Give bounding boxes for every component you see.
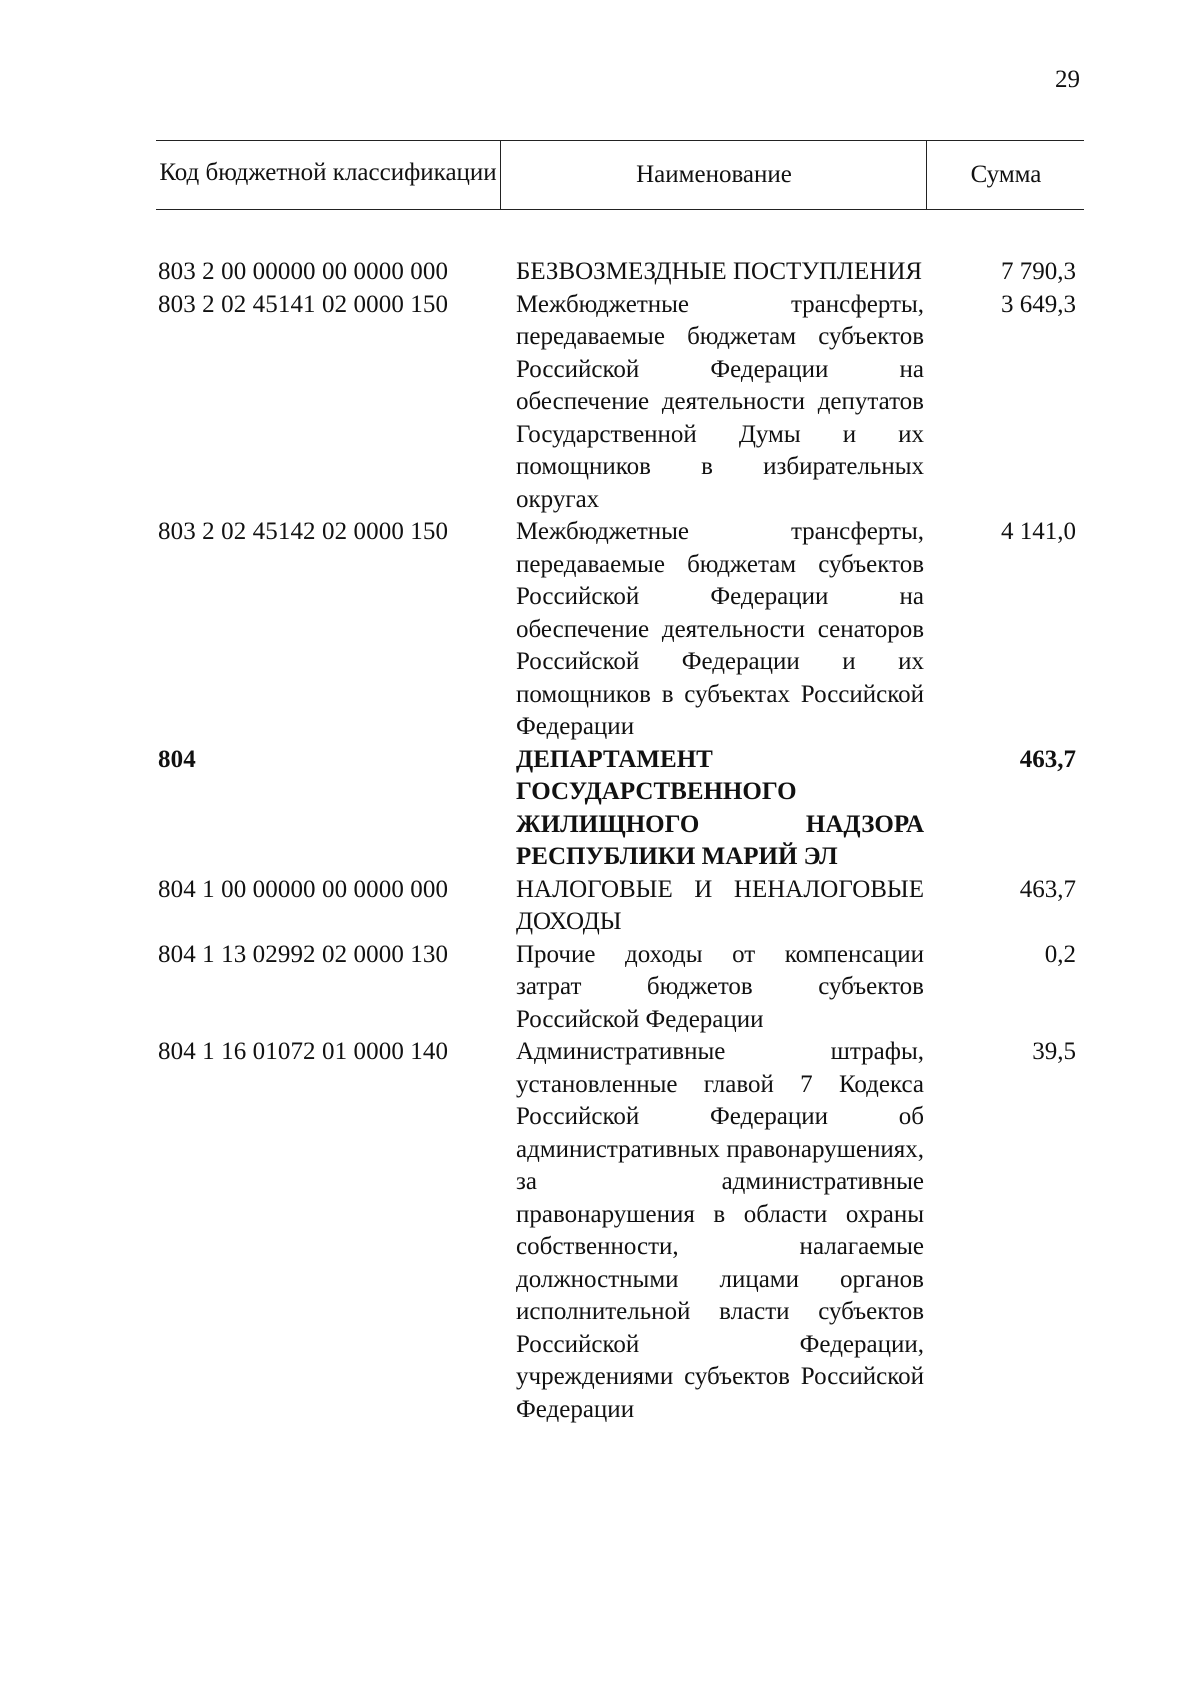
table-row (156, 256, 1084, 289)
row-name: Административные штрафы, установленные главой 7 Кодекса Российской Федерации об административных правонарушениях, за административные правонарушения в области охраны собственности, налагаемые должностными лицами органов исполнительной власти субъектов Российской Федерации, учреждениями субъектов Российской Федерации (516, 1038, 924, 1423)
header-name-label: Наименование (636, 161, 792, 188)
header-sum-column (926, 141, 1085, 209)
row-name: Межбюджетные трансферты, передаваемые бюджетам субъектов Российской Федерации на обеспечение деятельности сенаторов Российской Федерации и их помощников в субъектах Российской Федерации (516, 518, 924, 740)
header-name-column (500, 141, 927, 209)
row-sum: 4 141,0 (1001, 518, 1076, 545)
header-code-label: Код бюджетной классификации (159, 159, 497, 186)
row-name: Межбюджетные трансферты, передаваемые бюджетам субъектов Российской Федерации на обеспечение деятельности депутатов Государственной Думы и их помощников в избирательных округах (516, 290, 924, 513)
row-code: 803 2 02 45141 02 0000 150 (158, 290, 449, 318)
table-row (156, 939, 1084, 1037)
table-body (156, 256, 1084, 1426)
row-code: 804 1 16 01072 01 0000 140 (158, 1038, 449, 1065)
row-name: БЕЗВОЗМЕЗДНЫЕ ПОСТУПЛЕНИЯ (516, 258, 923, 285)
row-code: 803 2 02 45142 02 0000 150 (158, 518, 449, 545)
row-sum: 39,5 (1032, 1038, 1076, 1065)
row-code: 803 2 00 00000 00 0000 000 (158, 258, 449, 285)
row-code: 804 1 00 00000 00 0000 000 (158, 875, 449, 903)
row-code: 804 (158, 745, 196, 773)
row-sum: 463,7 (1019, 745, 1076, 773)
header-code-column (156, 141, 500, 209)
table-row (156, 874, 1084, 939)
table-row (156, 516, 1084, 744)
row-name: Прочие доходы от компенсации затрат бюджетов субъектов Российской Федерации (516, 940, 924, 1033)
row-name: НАЛОГОВЫЕ И НЕНАЛОГОВЫЕ ДОХОДЫ (516, 875, 924, 935)
table-row (156, 744, 1084, 874)
row-sum: 3 649,3 (1001, 290, 1076, 318)
page-number: 29 (1055, 66, 1080, 93)
header-sum-label: Сумма (970, 161, 1042, 188)
table-header (156, 140, 1084, 210)
table-row (156, 289, 1084, 517)
row-code: 804 1 13 02992 02 0000 130 (158, 940, 449, 968)
row-sum: 0,2 (1044, 940, 1076, 968)
table-row (156, 1036, 1084, 1426)
row-name: ДЕПАРТАМЕНТ ГОСУДАРСТВЕННОГО ЖИЛИЩНОГО НАДЗОРА РЕСПУБЛИКИ МАРИЙ ЭЛ (516, 745, 924, 870)
row-sum: 463,7 (1019, 875, 1076, 903)
row-sum: 7 790,3 (1001, 258, 1076, 285)
